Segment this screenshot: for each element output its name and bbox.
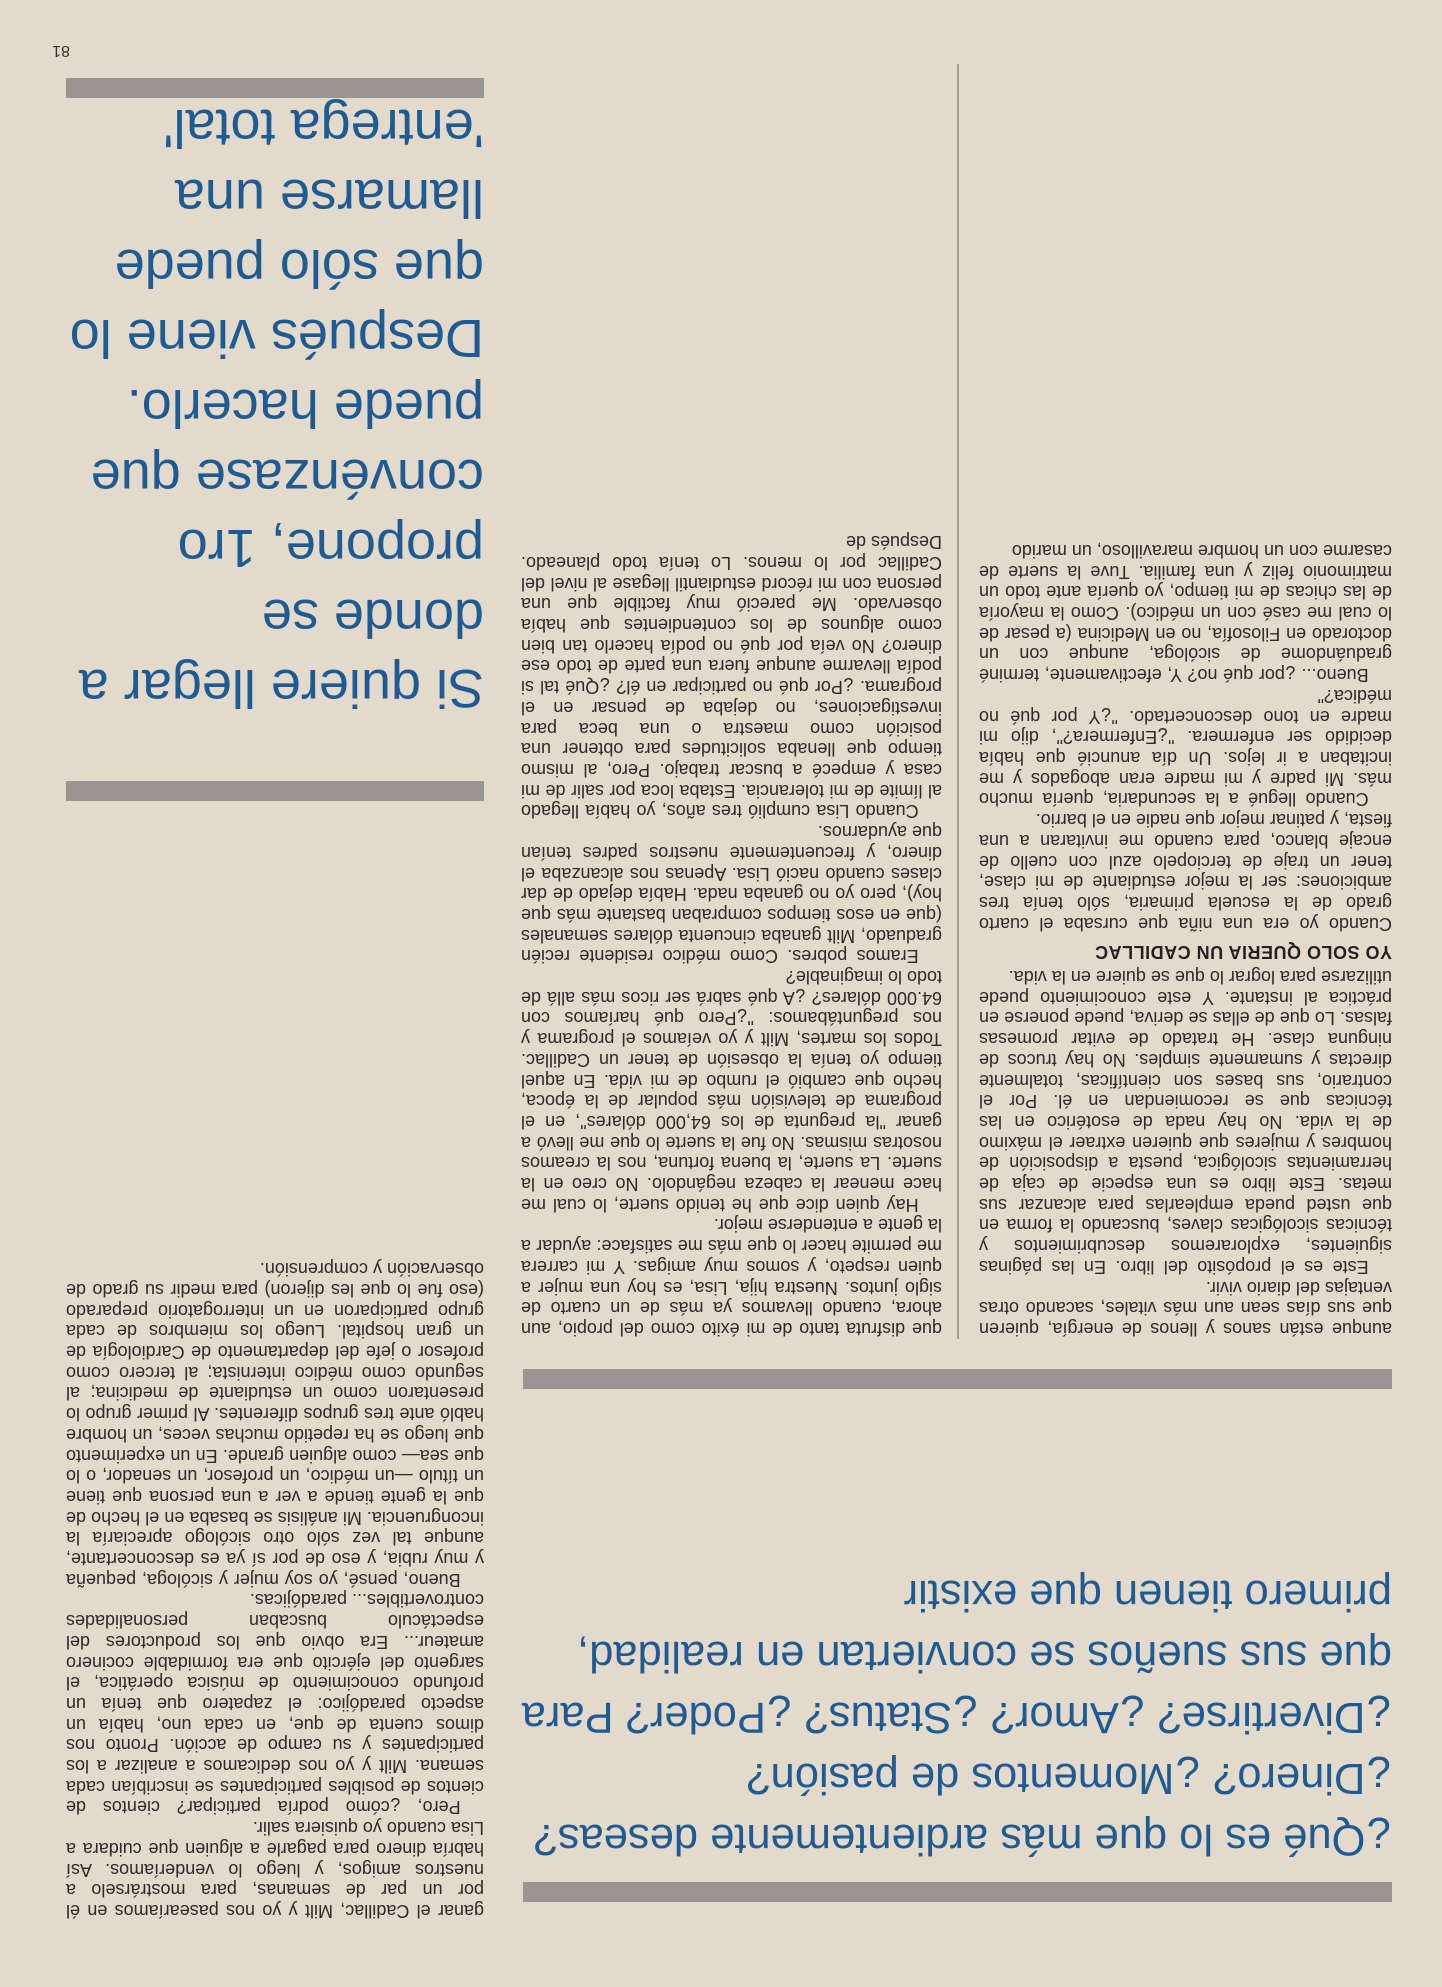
header-rule-bottom (523, 1369, 1392, 1389)
pullquote-rule-bottom (66, 78, 484, 98)
page-number: 81 (52, 42, 70, 59)
column-divider (957, 64, 959, 1339)
paragraph: Bueno... ¿por qué no? Y, efectivamente, terminé graduándome de sicóloga, aunque con un doctorado en Filosofía, no en Medicina (a pesar de lo cual me casé con un médico). Como la mayoría de las chicas de mi tiempo, yo quería ante todo un matrimonio feliz y una familia. Tuve la suerte de casarme con un hombre maravilloso, un marido (979, 540, 1392, 686)
paragraph: Bueno, pensé, yo soy mujer y sicóloga, pequeña y muy rubia, y eso de por sí ya es desconcertante, aunque tal vez sólo otro sicólogo apreciaría la incongruencia. Mi análisis se basaba en el hecho de que la gente tiende a ver a una persona que tiene un título —un médico, un profesor, un senador, o lo que sea— como alguien grande. En un experimento que luego se ha repetido muchas veces, un hombre habló ante tres grupos diferentes. Al primer grupo lo presentaron como un estudiante de medicina; al segundo como médico internista; al tercero como profesor o jefe del departamento de Cardiología de un gran hospital. Luego los miembros de cada grupo participaron en un interrogatorio preparado (eso fue lo que les dijeron) para medir su grado de observación y comprensión. (66, 1259, 484, 1590)
text-column-1 (979, 540, 1392, 1339)
section-heading: YO SOLO QUERIA UN CADILLAC (1094, 942, 1392, 963)
paragraph: Cuando yo era una niña que cursaba el cuarto grado de la escuela primaria, sólo tenía tres ambiciones: ser la mejor estudiante de mi clase, tener un traje de terciopelo azul con cuello de encaje blanco, para cuando me invitaran a una fiesta, y patinar mejor que nadie en el barrio. (979, 810, 1392, 934)
paragraph: Cuando llegué a la secundaria, quería mucho más. Mi padre y mi madre eran abogados y me incitaban a ir lejos. Un día anuncié que había decidido ser enfermera. "¿Enfermera?", dijo mi madre en tono desconcertado. "¿Y por qué no médica?" (979, 685, 1392, 810)
paragraph: ganar el Cadillac, Milt y yo nos pasearíamos en él por un par de semanas, para mostrárselo a nuestros amigos, y luego lo venderíamos. Así habría dinero para pagarle a alguien que cuidara a Lisa cuando yo quisiera salir. (66, 1818, 484, 1921)
paragraph: Eramos pobres. Como médico residente recién graduado, Milt ganaba cincuenta dólares semanales (que en esos tiempos compraban bastante más que hoy), pero yo no ganaba nada. Había dejado de dar clases cuando nació Lisa. Apenas nos alcanzaba el dinero, y frecuentemente nuestros padres tenían que ayudarnos. (521, 822, 942, 967)
paragraph: aunque están sanos y llenos de energía, quieren que sus días sean aun más vitales, sacando otras ventajas del diario vivir. (979, 1277, 1392, 1339)
text-column-3 (66, 1259, 484, 1922)
paragraph: Cuando Lisa cumplió tres años, yo había llegado al límite de mi tolerancia. Estaba loca por salir de mi casa y empecé a buscar trabajo. Pero, al mismo tiempo que llenaba solicitudes para obtener una posición como maestra o una beca para investigaciones, no dejaba de pensar en el programa. ¿Por qué no participar en él? ¿Qué tal si podía llevarme aunque fuera una parte de todo ese dinero? No veía por qué no podía hacerlo tan bien como algunos de los contendientes que había observado. Me pareció muy factible que una persona con mi récord estudiantil llegase al nivel del Cadillac por lo menos. Lo tenía todo planeado. Después de (521, 532, 942, 822)
paragraph: Este es el propósito del libro. En las páginas siguientes, exploraremos descubrimientos y técnicas sicológicas claves, buscando la forma en que usted pueda emplearlas para alcanzar sus metas. Este libro es una especie de caja de herramientas sicológica, puesta a disposición de hombres y mujeres que quieren extraer el máximo de la vida. No hay nada de esotérico en las técnicas que se recomiendan en él. Por el contrario, sus bases son científicas, totalmente directas y sumamente simples. No hay trucos de ninguna clase. He tratado de evitar promesas falsas. Lo que de ellas se deriva, puede ponerse en práctica al instante. Y este conocimiento puede utilizarse para lograr lo que se quiere en la vida. (979, 967, 1392, 1277)
pull-quote: Si quiere llegar a donde se propone, 1ro convénzase que puede hacerlo. Después viene lo que sólo puede llamarse una 'entrega total' (69, 98, 484, 718)
pullquote-rule-top (66, 781, 484, 801)
header-rule-top (523, 1882, 1392, 1902)
paragraph: Pero, ¿cómo podría participar? cientos de cientos de posibles participantes se inscribían cada semana. Milt y yo nos dedicamos a analizar a los participantes y su campo de acción. Pronto nos dimos cuenta de que, en cada uno, había un aspecto paradójico: el zapatero que tenía un profundo conocimiento de música operática, el sargento del ejército que era formidable cocinero amateur... Era obvio que los productores del espectáculo buscaban personalidades controvertibles... paradójicas. (66, 1590, 484, 1818)
page-headline: ¿Qué es lo que más ardientemente deseas? ¿Dinero? ¿Momentos de pasión? ¿Divertirse? ¿Amor? ¿Status? ¿Poder? Para que sus sueños se conviertan en realidad, primero tienen que existir (521, 1571, 1392, 1863)
text-column-2 (521, 532, 942, 1339)
paragraph: que disfruta tanto de mi éxito como del propio, aun ahora, cuando llevamos ya más de un cuarto de siglo juntos. Nuestra hija, Lisa, es hoy una mujer a quien respeto, y somos muy amigas. Y mi carrera me permite hacer lo que más me satisface: ayudar a la gente a entenderse mejor. (521, 1215, 942, 1339)
paragraph: Hay quien dice que he tenido suerte, lo cual me hace menear la cabeza negándolo. No creo en la suerte. La suerte, la buena fortuna, nos la creamos nosotras mismas. No fue la suerte lo que me llevó a ganar "la pregunta de los 64,000 dólares", en el programa de televisión más popular de la época, hecho que cambió el rumbo de mi vida. En aquel tiempo yo tenía la obsesión de tener un Cadillac. Todos los martes, Milt y yo veíamos el programa y nos preguntábamos: "¿Pero qué haríamos con 64.000 dólares? ¿A qué sabrá ser ricos más allá de todo lo imaginable? (521, 967, 942, 1215)
